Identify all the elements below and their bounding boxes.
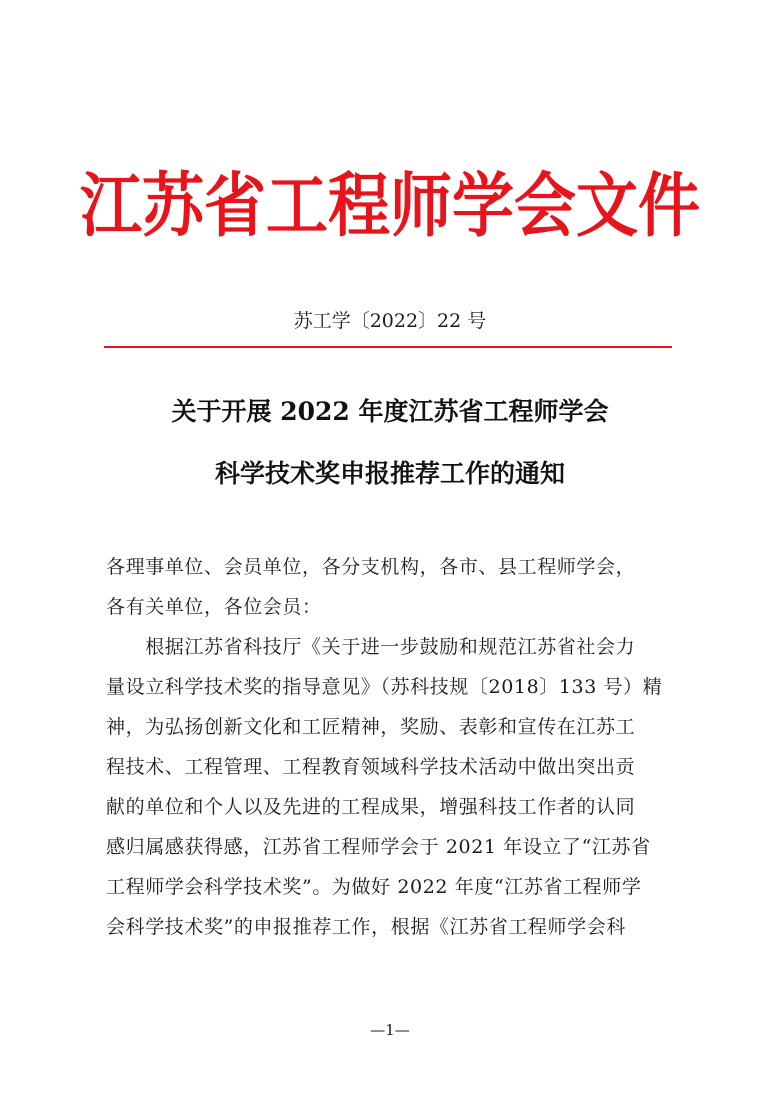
body-line: 程技术、工程管理、工程教育领域科学技术活动中做出突出贡 xyxy=(106,756,636,778)
body-line: 根据江苏省科技厅《关于进一步鼓励和规范江苏省社会力 xyxy=(106,636,636,658)
body-line: 献的单位和个人以及先进的工程成果，增强科技工作者的认同 xyxy=(106,796,636,818)
body-line: 神，为弘扬创新文化和工匠精神，奖励、表彰和宣传在江苏工 xyxy=(106,716,636,738)
page-number: —1— xyxy=(370,1021,410,1039)
document-number: 苏工学〔2022〕22 号 xyxy=(293,310,487,332)
body-line: 各有关单位，各位会员： xyxy=(106,596,322,618)
body-line: 工程师学会科学技术奖”。为做好 2022 年度“江苏省工程师学 xyxy=(106,876,642,898)
body-line: 会科学技术奖”的申报推荐工作，根据《江苏省工程师学会科 xyxy=(106,916,626,938)
body-line: 感归属感获得感，江苏省工程师学会于 2021 年设立了“江苏省 xyxy=(106,836,651,858)
notice-title-line-2: 科学技术奖申报推荐工作的通知 xyxy=(214,459,565,488)
body-line: 各理事单位、会员单位，各分支机构，各市、县工程师学会， xyxy=(106,556,636,578)
org-document-header: 江苏省工程师学会文件 xyxy=(79,164,700,247)
body-line: 量设立科学技术奖的指导意见》（苏科技规〔2018〕133 号）精 xyxy=(106,676,663,698)
notice-title-line-1: 关于开展 2022 年度江苏省工程师学会 xyxy=(171,397,609,426)
red-divider xyxy=(104,346,672,348)
